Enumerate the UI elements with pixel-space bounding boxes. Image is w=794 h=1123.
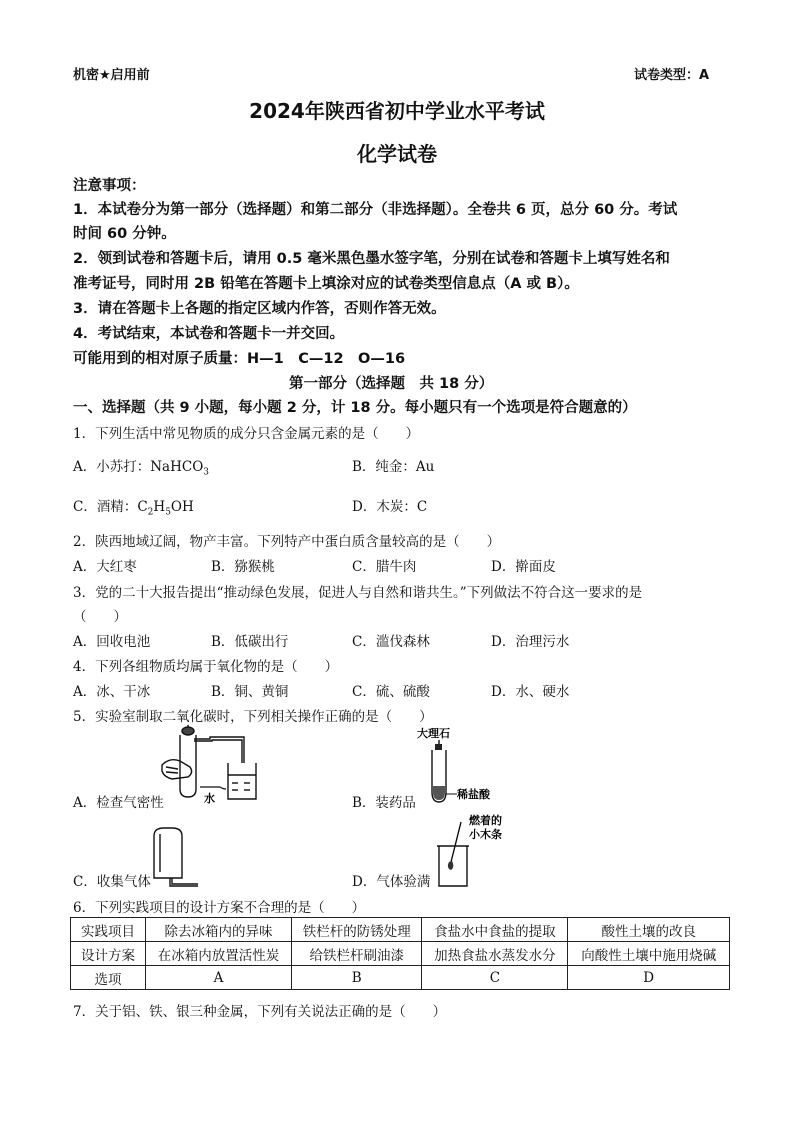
marble-label: 大理石 [417,727,450,740]
question-2-option-d[interactable]: D．擀面皮 [491,559,556,575]
notice-line: 1．本试卷分为第一部分（选择题）和第二部分（非选择题）。全卷共 6 页，总分 60 分。考试 [73,202,678,218]
question-2-stem: 2．陕西地域辽阔，物产丰富。下列特产中蛋白质含量较高的是（ ） [73,534,501,550]
atomic-mass-line: 可能用到的相对原子质量：H—1 C—12 O—16 [73,351,406,367]
question-3-stem: 3．党的二十大报告提出“推动绿色发展，促进人与自然和谐共生。”下列做法不符合这一要求的是 [73,585,643,601]
question-6-table [70,917,730,990]
notice-line: 准考证号，同时用 2B 铅笔在答题卡上填涂对应的试卷类型信息点（A 或 B）。 [73,276,579,292]
option-letter[interactable]: A [146,966,292,990]
exam-title: 2024年陕西省初中学业水平考试 [249,99,545,123]
table-cell: 向酸性土壤中施用烧碱 [568,942,730,966]
notice-heading: 注意事项： [73,178,146,194]
table-cell: 酸性土壤的改良 [568,918,730,942]
table-cell: 在冰箱内放置活性炭 [146,942,292,966]
notice-line: 2．领到试卷和答题卡后，请用 0.5 毫米黑色墨水签字笔，分别在试卷和答题卡上填写姓名和 [73,251,670,267]
question-4-stem: 4．下列各组物质均属于氧化物的是（ ） [73,659,339,675]
notice-line: 4．考试结束，本试卷和答题卡一并交回。 [73,326,345,342]
question-1-option-c[interactable] [73,495,194,518]
question-1-stem: 1．下列生活中常见物质的成分只含金属元素的是（ ） [73,426,420,442]
option-letter[interactable]: D [568,966,730,990]
table-cell: 给铁栏杆刷油漆 [292,942,422,966]
question-3-option-b[interactable]: B．低碳出行 [211,634,289,650]
question-5-option-a[interactable]: A．检查气密性 [73,795,164,811]
table-row [71,918,730,942]
airtightness-check-diagram [160,727,260,807]
splint-label-1: 燃着的 [469,814,502,827]
splint-label-2: 小木条 [469,828,502,841]
question-1-option-b[interactable]: B．纯金：Au [352,459,435,475]
table-row [71,966,730,990]
option-text: OH [170,499,194,515]
table-cell: 食盐水中食盐的提取 [422,918,568,942]
subscript: 2 [147,507,154,518]
question-2-option-c[interactable]: C．腊牛肉 [352,559,417,575]
question-5-stem: 5．实验室制取二氧化碳时，下列相关操作正确的是（ ） [73,709,433,725]
option-letter[interactable]: C [422,966,568,990]
option-text: H [153,499,166,515]
question-5-option-d[interactable]: D．气体验满 [352,874,431,890]
row-header: 选项 [71,966,146,990]
question-6-stem: 6．下列实践项目的设计方案不合理的是（ ） [73,900,366,916]
question-4-option-b[interactable]: B．铜、黄铜 [211,684,289,700]
question-1-option-d[interactable]: D．木炭：C [352,499,428,515]
hydrochloric-acid-label: 稀盐酸 [457,788,490,801]
gas-collection-diagram [150,826,200,886]
subscript: 3 [203,467,210,478]
table-cell: 加热食盐水蒸发水分 [422,942,568,966]
paper-title: 化学试卷 [357,142,437,166]
question-2-option-b[interactable]: B．猕猴桃 [211,559,275,575]
question-2-option-a[interactable]: A．大红枣 [73,559,137,575]
notice-line: 3．请在答题卡上各题的指定区域内作答，否则作答无效。 [73,301,446,317]
row-header: 设计方案 [71,942,146,966]
subscript: 5 [165,507,171,518]
notice-line: 时间 60 分钟。 [73,226,176,242]
question-4-option-d[interactable]: D．水、硬水 [491,684,570,700]
question-5-option-c[interactable]: C．收集气体 [73,874,151,890]
question-1-option-a[interactable] [73,455,209,478]
paper-type-label: 试卷类型：A [634,68,710,83]
question-7-stem: 7．关于铝、铁、银三种金属，下列有关说法正确的是（ ） [73,1004,447,1020]
question-3-option-c[interactable]: C．滥伐森林 [352,634,430,650]
question-4-option-a[interactable]: A．冰、干冰 [73,684,151,700]
question-3-stem-cont: （ ） [73,609,127,625]
confidential-label: 机密★启用前 [73,68,150,83]
question-4-option-c[interactable]: C．硫、硫酸 [352,684,430,700]
option-text: A．小苏打：NaHCO [73,459,204,475]
table-cell: 铁栏杆的防锈处理 [292,918,422,942]
question-5-option-b[interactable]: B．装药品 [352,795,416,811]
question-3-option-a[interactable]: A．回收电池 [73,634,151,650]
question-3-option-d[interactable]: D．治理污水 [491,634,570,650]
table-cell: 除去冰箱内的异味 [146,918,292,942]
row-header: 实践项目 [71,918,146,942]
test-tube-loading-diagram [415,726,505,808]
option-text: C．酒精：C [73,499,148,515]
gas-full-test-diagram [433,812,523,892]
water-label: 水 [204,792,215,805]
part1-heading: 第一部分（选择题 共 18 分） [289,376,494,392]
section1-heading: 一、选择题（共 9 小题，每小题 2 分，计 18 分。每小题只有一个选项是符合题意的） [73,400,637,416]
option-letter[interactable]: B [292,966,422,990]
table-row [71,942,730,966]
